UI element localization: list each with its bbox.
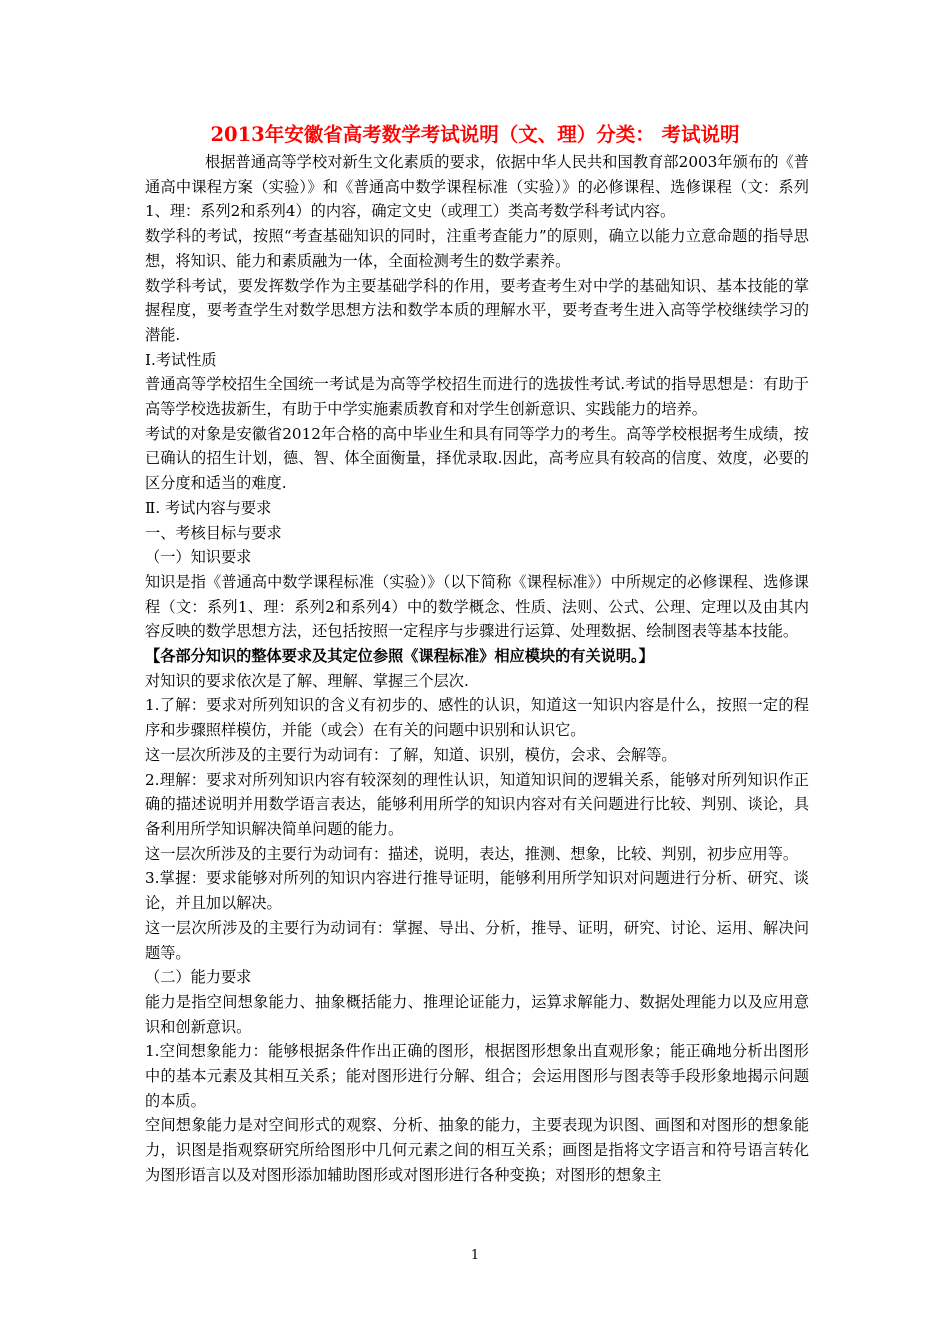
subsection-heading: （一）知识要求 [145, 548, 252, 567]
subsection-heading: 一、考核目标与要求 [145, 523, 282, 542]
section-heading: Ⅱ. 考试内容与要求 [145, 498, 272, 517]
paragraph: 根据普通高等学校对新生文化素质的要求，依据中华人民共和国教育部2003年颁布的《普通高中课程方案（实验）》和《普通高中数学课程标准（实验）》的必修课程、选修课程（文：系列1、理：系列2和系列4）的内容，确定文史（或理工）类高考数学科考试内容。 [145, 153, 809, 221]
paragraph: 考试的对象是安徽省2012年合格的高中毕业生和具有同等学力的考生。高等学校根据考生成绩，按已确认的招生计划，德、智、体全面衡量，择优录取.因此，高考应具有较高的信度、效度，必要的区分度和适当的难度. [145, 424, 809, 493]
paragraph: 数学科的考试，按照“考查基础知识的同时，注重考查能力”的原则，确立以能力立意命题的指导思想，将知识、能力和素质融为一体，全面检测考生的数学素养。 [145, 227, 809, 270]
section-heading: Ⅰ.考试性质 [145, 350, 217, 369]
document-title: 2013年安徽省高考数学考试说明（文、理）分类： 考试说明 [210, 123, 740, 146]
paragraph: 1.空间想象能力：能够根据条件作出正确的图形，根据图形想象出直观形象；能正确地分析出图形中的基本元素及其相互关系；能对图形进行分解、组合；会运用图形与图表等手段形象地揭示问题的本质。 [145, 1042, 809, 1110]
paragraph: 普通高等学校招生全国统一考试是为高等学校招生而进行的选拔性考试.考试的指导思想是：有助于高等学校选拔新生，有助于中学实施素质教育和对学生创新意识、实践能力的培养。 [145, 375, 809, 419]
paragraph: 对知识的要求依次是了解、理解、掌握三个层次. [145, 671, 469, 690]
paragraph: 2.理解：要求对所列知识内容有较深刻的理性认识，知道知识间的逻辑关系，能够对所列知识作正确的描述说明并用数学语言表达，能够利用所学的知识内容对有关问题进行比较、判别、谈论，具备利用所学知识解决简单问题的能力。 [145, 770, 809, 838]
paragraph: 1.了解：要求对所列知识的含义有初步的、感性的认识，知道这一知识内容是什么，按照一定的程序和步骤照样模仿，并能（或会）在有关的问题中识别和认识它。 [145, 696, 809, 740]
subsection-heading: （二）能力要求 [145, 968, 252, 987]
page-number: 1 [470, 1248, 480, 1263]
paragraph: 数学科考试，要发挥数学作为主要基础学科的作用，要考查考生对中学的基础知识、基本技能的掌握程度，要考查学生对数学思想方法和数学本质的理解水平，要考查考生进入高等学校继续学习的潜能. [145, 276, 809, 344]
paragraph: 3.掌握：要求能够对所列的知识内容进行推导证明，能够利用所学知识对问题进行分析、研究、谈论，并且加以解决。 [145, 869, 809, 913]
paragraph: 能力是指空间想象能力、抽象概括能力、推理论证能力，运算求解能力、数据处理能力以及应用意识和创新意识。 [145, 992, 809, 1036]
paragraph: 这一层次所涉及的主要行为动词有：描述，说明，表达，推测、想象，比较、判别，初步应用等。 [145, 844, 799, 863]
paragraph: 知识是指《普通高中数学课程标准（实验）》（以下简称《课程标准》）中所规定的必修课程、选修课程（文：系列1、理：系列2和系列4）中的数学概念、性质、法则、公式、公理、定理以及由其内容反映的数学思想方法，还包括按照一定程序与步骤进行运算、处理数据、绘制图表等基本技能。 [145, 572, 809, 641]
note-paragraph: 【各部分知识的整体要求及其定位参照《课程标准》相应模块的有关说明。】 [145, 647, 654, 666]
document-body [145, 150, 809, 1188]
paragraph: 空间想象能力是对空间形式的观察、分析、抽象的能力，主要表现为识图、画图和对图形的想象能力，识图是指观察研究所给图形中几何元素之间的相互关系；画图是指将文字语言和符号语言转化为图形语言以及对图形添加辅助图形或对图形进行各种变换；对图形的想象主 [145, 1116, 809, 1184]
paragraph: 这一层次所涉及的主要行为动词有：掌握、导出、分析，推导、证明，研究、讨论、运用、解决问题等。 [145, 918, 809, 962]
paragraph: 这一层次所涉及的主要行为动词有：了解，知道、识别，模仿，会求、会解等。 [145, 745, 677, 764]
